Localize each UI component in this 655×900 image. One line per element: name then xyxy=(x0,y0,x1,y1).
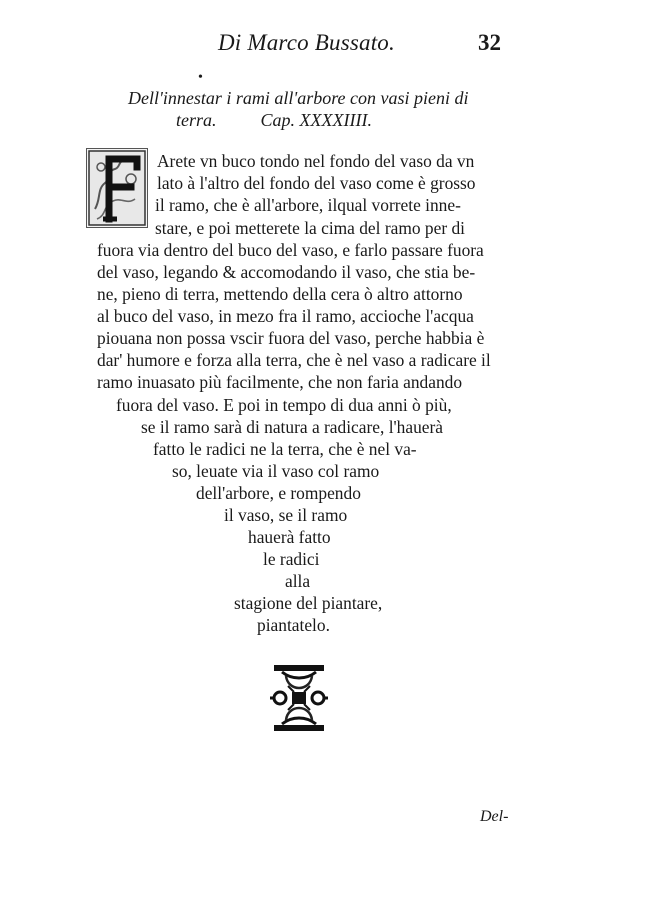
decorated-initial-f-icon xyxy=(86,148,148,228)
body-line: se il ramo sarà di natura a radicare, l'hauerà xyxy=(141,417,443,437)
body-line: piouana non possa vscir fuora del vaso, perche habbia è xyxy=(97,328,485,348)
body-line: lato à l'altro del fondo del vaso come è grosso xyxy=(157,173,476,193)
body-line: stare, e poi metterete la cima del ramo per di xyxy=(155,218,465,238)
ornament-dot: • xyxy=(198,70,203,85)
body-line: so, leuate via il vaso col ramo xyxy=(172,461,380,481)
body-line: le radici xyxy=(263,549,320,569)
body-line: ne, pieno di terra, mettendo della cera ò altro attorno xyxy=(97,284,463,304)
tailpiece-ornament-icon xyxy=(268,662,330,734)
body-line: il ramo, che è all'arbore, ilqual vorrete inne- xyxy=(155,195,461,215)
body-line: Arete vn buco tondo nel fondo del vaso da vn xyxy=(157,151,475,171)
chapter-title-line-1: Dell'innestar i rami all'arbore con vasi pieni di xyxy=(128,88,469,108)
body-line: del vaso, legando & accomodando il vaso, che stia be- xyxy=(97,262,476,282)
body-line: hauerà fatto xyxy=(248,527,331,547)
running-head: Di Marco Bussato. xyxy=(218,30,395,55)
body-line: il vaso, se il ramo xyxy=(224,505,348,525)
body-line: stagione del piantare, xyxy=(234,593,383,613)
page-number: 32 xyxy=(478,30,501,55)
body-line: al buco del vaso, in mezo fra il ramo, accioche l'acqua xyxy=(97,306,474,326)
body-line: fatto le radici ne la terra, che è nel va- xyxy=(153,439,417,459)
body-line: fuora via dentro del buco del vaso, e farlo passare fuora xyxy=(97,240,484,260)
body-line: dar' humore e forza alla terra, che è nel vaso a radicare il xyxy=(97,350,491,370)
body-line: alla xyxy=(285,571,311,591)
body-line: dell'arbore, e rompendo xyxy=(196,483,361,503)
body-line: ramo inuasato più facilmente, che non faria andando xyxy=(97,372,463,392)
chapter-number: Cap. XXXXIIII. xyxy=(260,110,372,130)
body-line: piantatelo. xyxy=(257,615,330,635)
chapter-title-line-2 xyxy=(176,109,469,131)
body-line: fuora del vaso. E poi in tempo di dua anni ò più, xyxy=(116,395,452,415)
chapter-title xyxy=(128,87,469,131)
chapter-title-continuation: terra. xyxy=(176,110,217,130)
catchword: Del- xyxy=(480,808,509,825)
